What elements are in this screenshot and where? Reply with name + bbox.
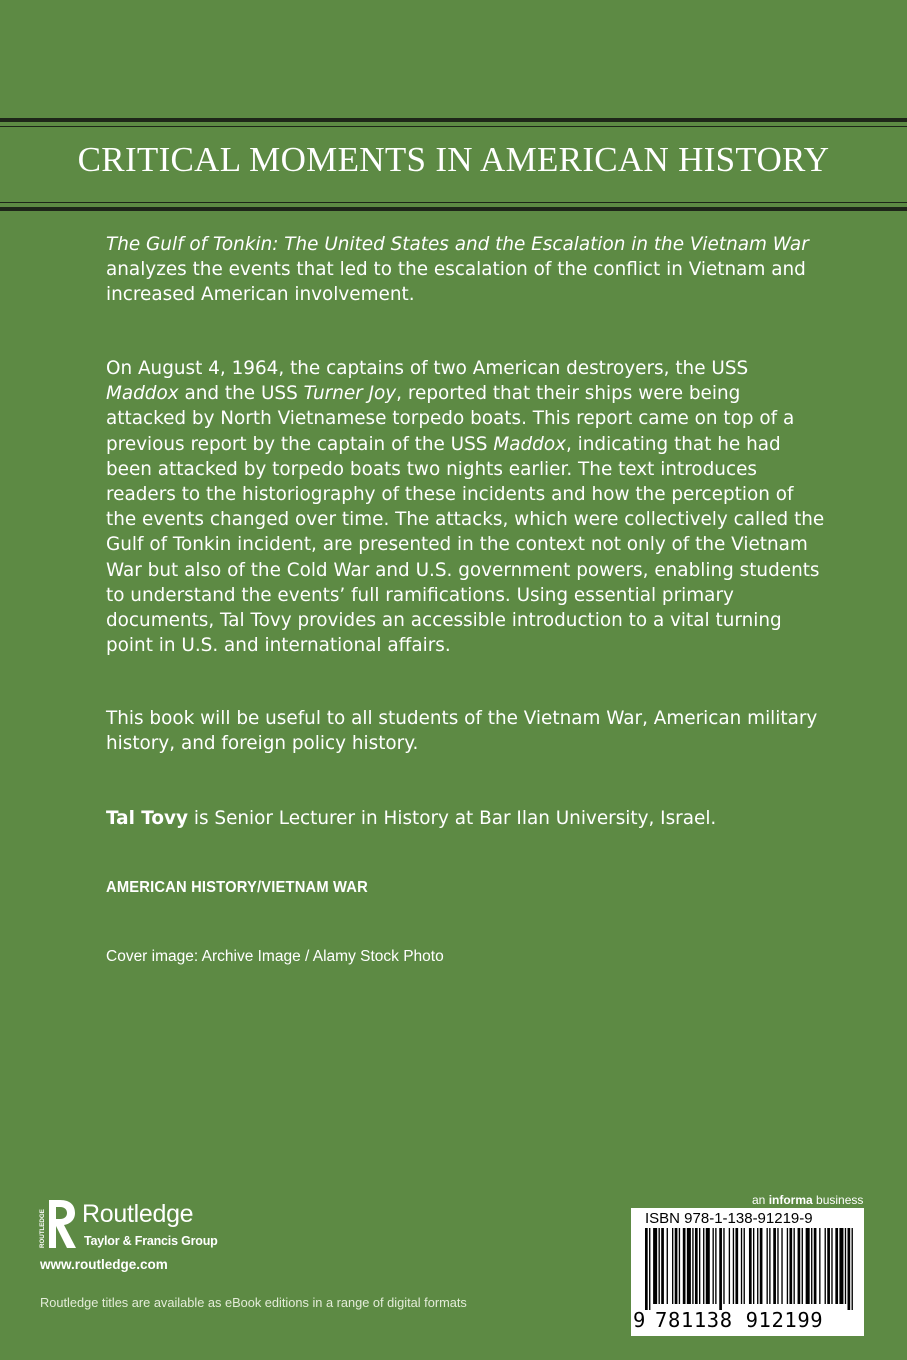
- barcode-bar: [814, 1228, 817, 1304]
- isbn-label: ISBN 978-1-138-91219-9: [645, 1210, 813, 1227]
- series-title: CRITICAL MOMENTS IN AMERICAN HISTORY: [77, 140, 830, 179]
- barcode-bar: [781, 1228, 782, 1304]
- barcode-bar: [827, 1228, 830, 1304]
- top-rule-thin: [0, 126, 907, 127]
- subject-category: AMERICAN HISTORY/VIETNAM WAR: [106, 879, 368, 896]
- barcode-bar: [649, 1228, 650, 1310]
- barcode-bar: [733, 1228, 734, 1304]
- barcode-bar: [811, 1228, 812, 1304]
- barcode-bar: [679, 1228, 680, 1304]
- top-rule-thick: [0, 118, 907, 122]
- barcode-bar: [729, 1228, 730, 1304]
- barcode-bar: [852, 1228, 853, 1310]
- barcode-bars: [631, 1228, 864, 1310]
- barcode-bar: [757, 1228, 758, 1304]
- isbn-barcode: [631, 1208, 864, 1336]
- barcode-bar: [787, 1228, 788, 1304]
- barcode-bar: [802, 1228, 803, 1304]
- barcode-bar: [806, 1228, 810, 1304]
- barcode-bar: [798, 1228, 801, 1304]
- paragraph-text: , indicating that he had been attacked by torpedo boats two nights earlier. The text introduces readers to the historiography of these incidents and how the perception of the events changed over time. The attacks, which were collectively called the Gulf of Tonkin incident, are presented in the context not only of the Vietnam War but also of the Cold War and U.S. government powers, enabling students to understand the events’ full ramifications. Using essential primary documents, Tal Tovy provides an accessible introduction to a vital turning point in U.S. and international affairs.: [106, 433, 825, 657]
- barcode-bar: [769, 1228, 770, 1304]
- ship-name-italic: Maddox: [106, 383, 179, 405]
- book-title-italic: The Gulf of Tonkin: The United States and the Escalation in the Vietnam War: [106, 234, 809, 255]
- barcode-number: 781138 912199: [655, 1308, 824, 1332]
- barcode-bar: [723, 1228, 724, 1304]
- barcode-bar: [825, 1228, 826, 1304]
- barcode-bar: [715, 1228, 716, 1304]
- logo-vertical-text: ROUTLEDGE: [39, 1209, 46, 1248]
- barcode-bar: [645, 1228, 648, 1310]
- barcode-bar: [735, 1228, 738, 1304]
- barcode-bar: [741, 1228, 742, 1304]
- title-rule-thick: [0, 207, 907, 211]
- description-paragraph-2: [106, 356, 826, 658]
- title-rule-thin: [0, 202, 907, 203]
- barcode-bar: [661, 1228, 664, 1304]
- barcode-lead-digit: 9: [633, 1308, 646, 1332]
- barcode-bar: [744, 1228, 745, 1304]
- barcode-bar: [675, 1228, 678, 1304]
- barcode-bar: [835, 1228, 838, 1304]
- barcode-bar: [794, 1228, 795, 1304]
- barcode-bar: [773, 1228, 776, 1304]
- barcode-bar: [659, 1228, 660, 1304]
- description-paragraph-1: [106, 232, 826, 308]
- author-name: Tal Tovy: [106, 808, 189, 829]
- informa-business-label: [752, 1193, 863, 1207]
- paragraph-text: and the USS: [178, 383, 304, 405]
- barcode-bar: [848, 1228, 851, 1310]
- paragraph-text: , reported that their ships were being attacked by North Vietnamese torpedo boats. This report came on top of a previous report by the captain of the USS: [106, 383, 795, 455]
- barcode-bar: [713, 1228, 714, 1304]
- barcode-bar: [767, 1228, 768, 1304]
- barcode-bar: [703, 1228, 704, 1304]
- paragraph-text: analyzes the events that led to the escalation of the conflict in Vietnam and increased American involvement.: [106, 259, 806, 306]
- barcode-bar: [706, 1228, 710, 1304]
- barcode-bar: [819, 1228, 820, 1304]
- barcode-bar: [789, 1228, 792, 1304]
- informa-brand: informa: [768, 1193, 813, 1207]
- barcode-bar: [749, 1228, 752, 1304]
- ebook-note: Routledge titles are available as eBook editions in a range of digital formats: [40, 1295, 467, 1310]
- description-paragraph-3: This book will be useful to all students of the Vietnam War, American military history, and foreign policy history.: [106, 708, 818, 755]
- publisher-group: Taylor & Francis Group: [84, 1234, 218, 1248]
- barcode-bar: [719, 1228, 722, 1310]
- ship-name-italic: Maddox: [493, 433, 566, 455]
- author-bio-text: is Senior Lecturer in History at Bar Ilan University, Israel.: [188, 808, 717, 829]
- barcode-bar: [760, 1228, 763, 1304]
- ship-name-italic: Turner Joy: [303, 383, 397, 405]
- barcode-bar: [695, 1228, 698, 1304]
- barcode-bar: [687, 1228, 691, 1304]
- paragraph-text: On August 4, 1964, the captains of two American destroyers, the USS: [106, 358, 749, 379]
- informa-prefix: an: [752, 1193, 769, 1207]
- barcode-bar: [692, 1228, 693, 1304]
- barcode-bar: [653, 1228, 657, 1304]
- barcode-bar: [753, 1228, 754, 1304]
- publisher-website: www.routledge.com: [40, 1257, 168, 1272]
- cover-image-credit: Cover image: Archive Image / Alamy Stock Photo: [106, 948, 444, 965]
- barcode-bar: [831, 1228, 832, 1304]
- author-bio: [106, 806, 826, 831]
- informa-suffix: business: [812, 1193, 864, 1207]
- routledge-r-icon: [38, 1198, 78, 1250]
- barcode-bar: [845, 1228, 846, 1304]
- barcode-bar: [683, 1228, 686, 1304]
- barcode-bar: [672, 1228, 673, 1304]
- barcode-bar: [699, 1228, 700, 1304]
- barcode-bar: [667, 1228, 668, 1304]
- barcode-bar: [839, 1228, 843, 1304]
- publisher-name: Routledge: [82, 1200, 194, 1228]
- barcode-bar: [777, 1228, 778, 1304]
